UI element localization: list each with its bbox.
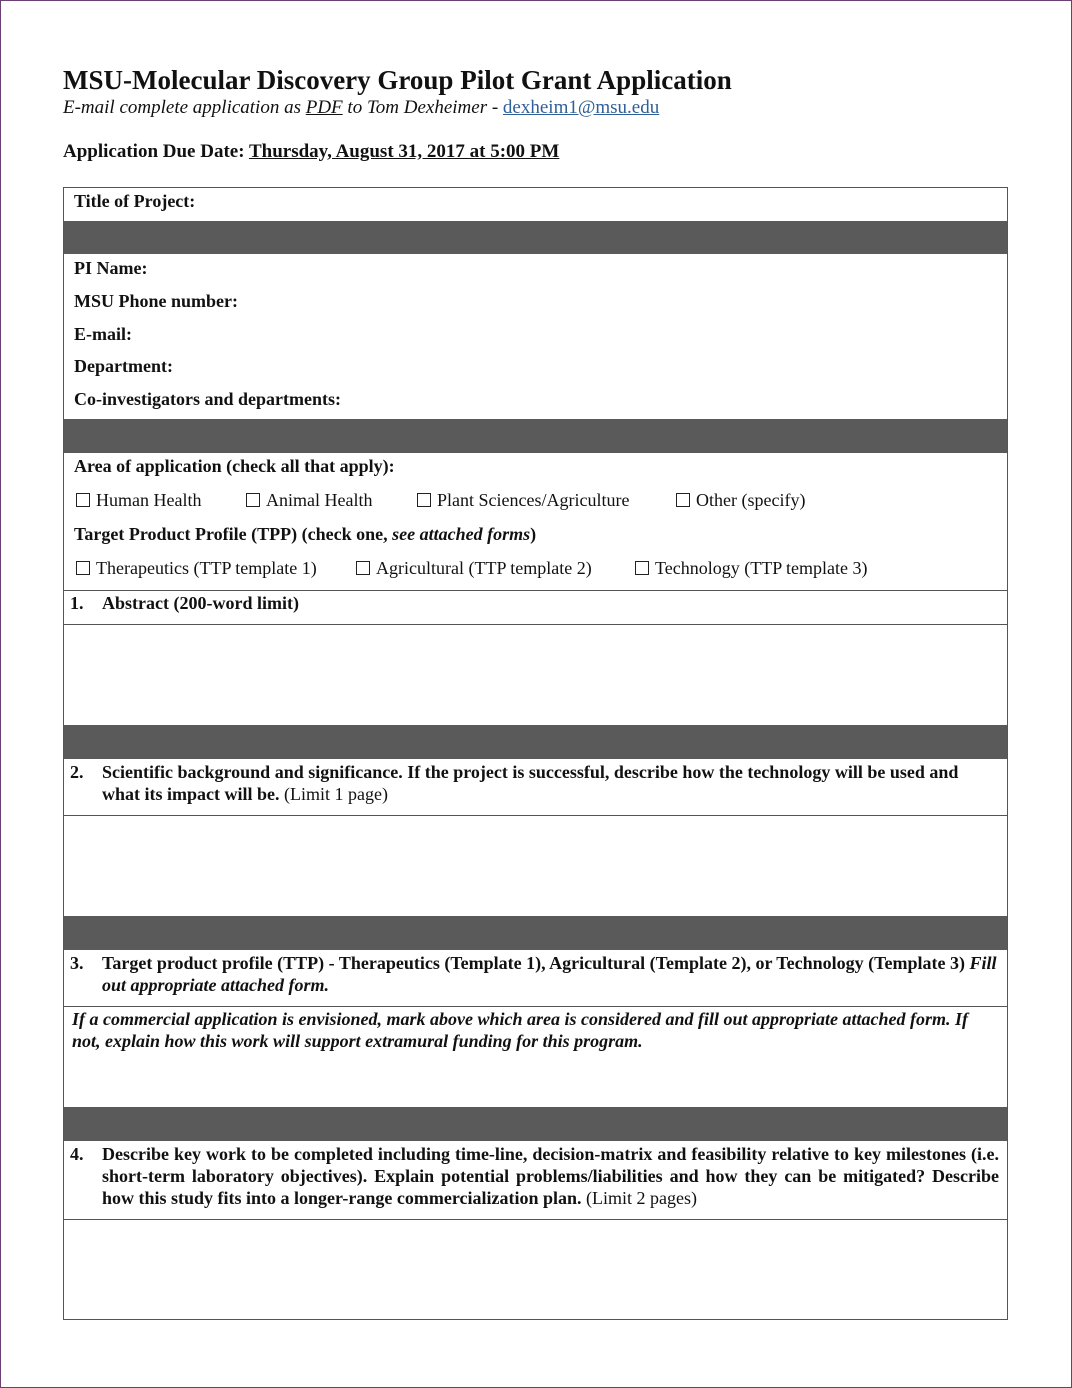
section-divider <box>64 221 1007 254</box>
question-2: 2. Scientific background and significance. If the project is successful, describe how the technology will be used and what its impact will be. (Limit 1 page) <box>70 762 959 804</box>
section-divider <box>64 1107 1007 1141</box>
page-title: MSU-Molecular Discovery Group Pilot Grant Application <box>63 65 732 95</box>
row-divider <box>64 1006 1007 1007</box>
department-field[interactable]: Department: <box>74 356 173 376</box>
question-4: 4. Describe key work to be completed including time-line, decision-matrix and feasibility relative to key milestones (i.e. short-term laboratory objectives). Explain potential problems/liabilities and how they can be mitigated? Describe how this study fits into a longer-range commercialization plan. (Limit 2 pages) <box>70 1144 999 1208</box>
checkbox-other[interactable]: Other (specify) <box>676 489 805 511</box>
q3-instructions: If a commercial application is envisioned, mark above which area is considered and fill out appropriate attached form. If not, explain how this work will support extramural funding for this program. <box>72 1009 968 1051</box>
tpp-label: Target Product Profile (TPP) (check one, see attached forms) <box>74 524 537 544</box>
checkbox-icon[interactable] <box>76 493 90 507</box>
checkbox-technology[interactable]: Technology (TTP template 3) <box>635 557 868 579</box>
submission-instructions: E-mail complete application as PDF to Tom Dexheimer - dexheim1@msu.edu <box>63 97 660 118</box>
checkbox-icon[interactable] <box>76 561 90 575</box>
pdf-text: PDF <box>305 97 343 118</box>
checkbox-icon[interactable] <box>635 561 649 575</box>
due-date: Thursday, August 31, 2017 at 5:00 PM <box>248 141 560 162</box>
question-1: 1. Abstract (200-word limit) <box>70 593 299 613</box>
title-of-project-field[interactable]: Title of Project: <box>74 191 196 211</box>
pi-name-field[interactable]: PI Name: <box>74 258 148 278</box>
application-form <box>63 187 1008 1320</box>
question-3: 3. Target product profile (TTP) - Therapeutics (Template 1), Agricultural (Template 2), or Technology (Template 3) Fill out appropriate attached form. <box>70 953 997 995</box>
phone-field[interactable]: MSU Phone number: <box>74 291 239 311</box>
checkbox-icon[interactable] <box>356 561 370 575</box>
area-label: Area of application (check all that apply): <box>74 456 395 476</box>
section-divider <box>64 419 1007 453</box>
checkbox-human-health[interactable]: Human Health <box>76 489 201 511</box>
checkbox-icon[interactable] <box>417 493 431 507</box>
email-field[interactable]: E-mail: <box>74 324 132 344</box>
background-answer-area[interactable] <box>64 816 1007 916</box>
checkbox-animal-health[interactable]: Animal Health <box>246 489 372 511</box>
checkbox-plant-sciences[interactable]: Plant Sciences/Agriculture <box>417 489 629 511</box>
section-divider <box>64 725 1007 759</box>
checkbox-icon[interactable] <box>246 493 260 507</box>
work-plan-answer-area[interactable] <box>64 1220 1007 1319</box>
checkbox-therapeutics[interactable]: Therapeutics (TTP template 1) <box>76 557 317 579</box>
coinvestigators-field[interactable]: Co-investigators and departments: <box>74 389 341 409</box>
header <box>63 64 1023 164</box>
email-link[interactable]: dexheim1@msu.edu <box>502 97 660 118</box>
checkbox-icon[interactable] <box>676 493 690 507</box>
row-divider <box>64 590 1007 591</box>
section-divider <box>64 916 1007 950</box>
due-date-line: Application Due Date: Thursday, August 31, 2017 at 5:00 PM <box>63 141 560 162</box>
checkbox-agricultural[interactable]: Agricultural (TTP template 2) <box>356 557 592 579</box>
abstract-answer-area[interactable] <box>64 625 1007 725</box>
